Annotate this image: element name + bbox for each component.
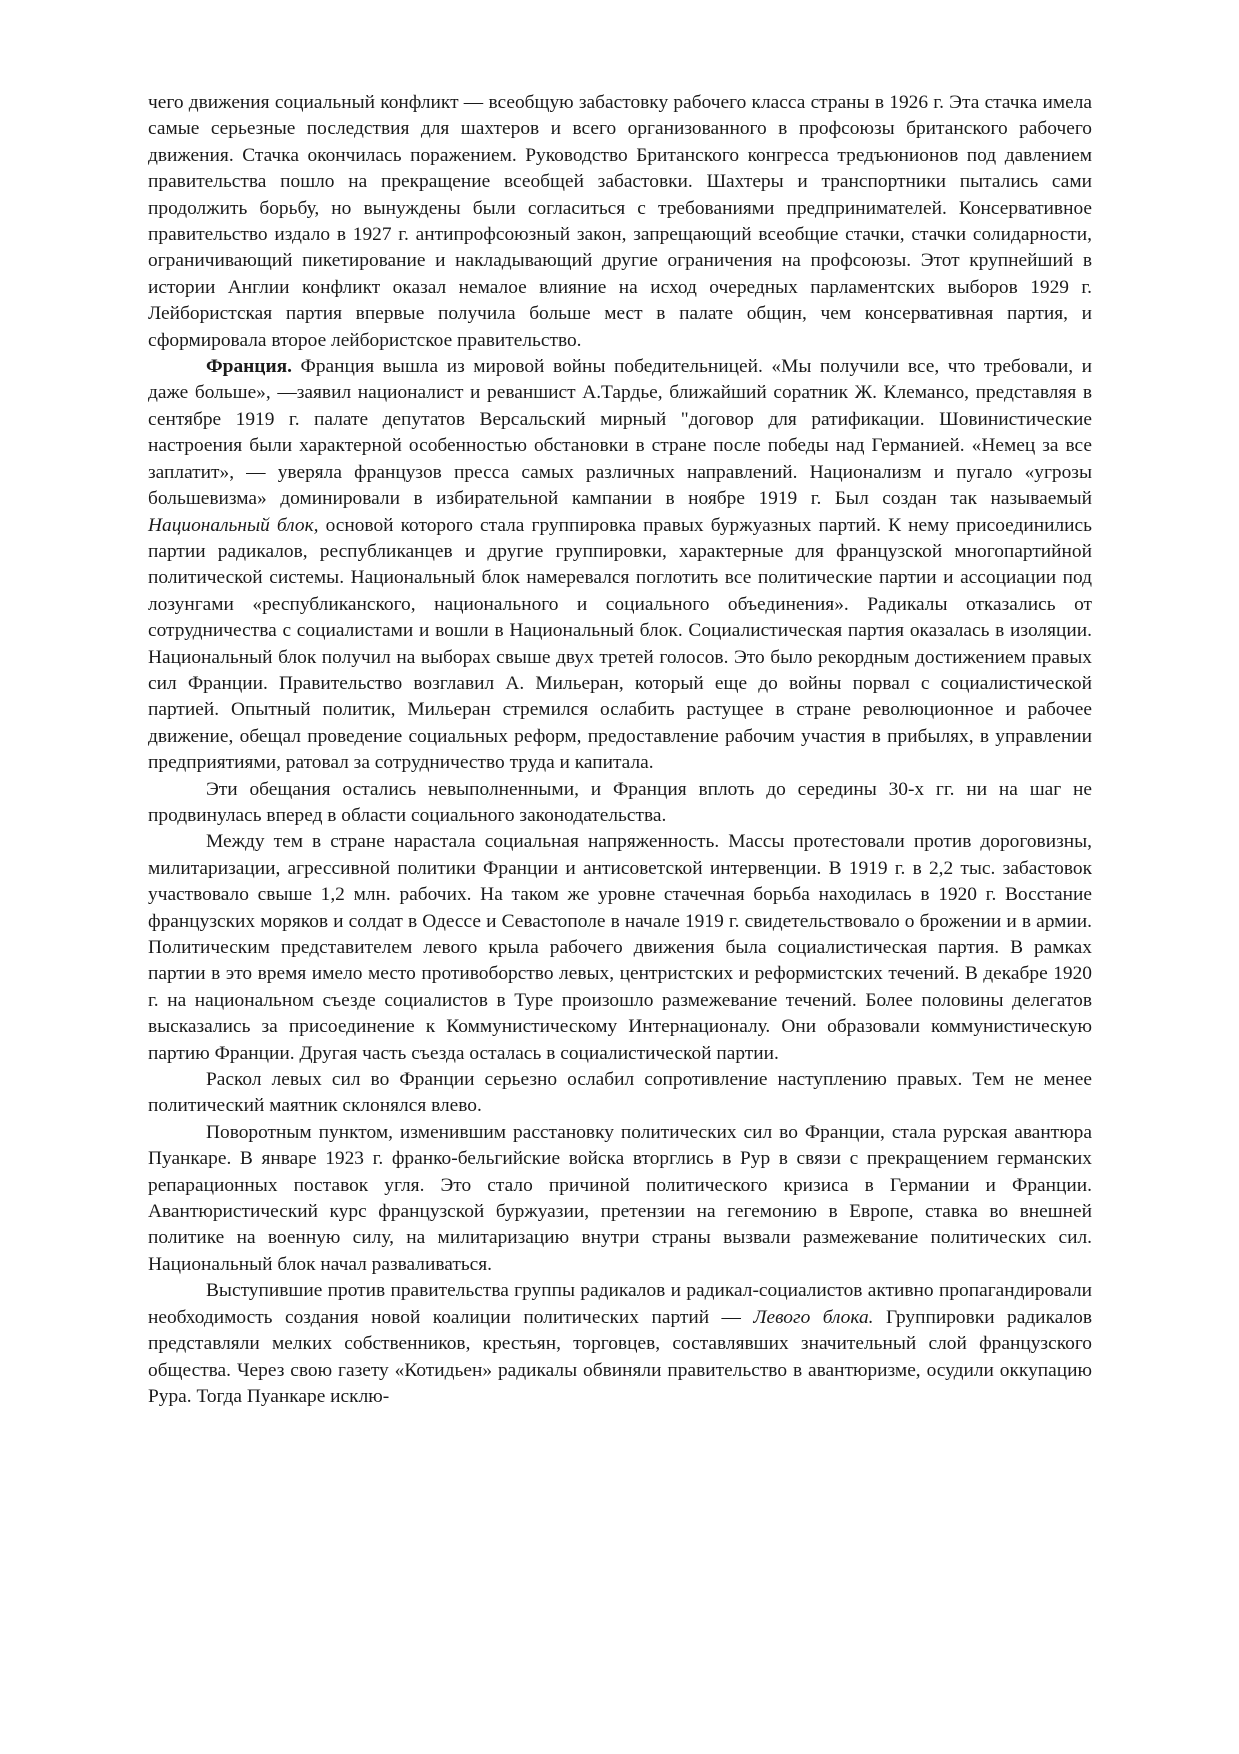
- paragraph: [148, 1067, 1092, 1120]
- paragraph: [148, 90, 1092, 354]
- paragraph-text: Поворотным пунктом, изменившим расстановку политических сил во Франции, стала рурская авантюра Пуанкаре. В январе 1923 г. франко-бельгийские войска вторглись в Рур в связи с прекращением германских репарационных поставок угля. Это стало причиной политического кризиса в Германии и Франции. Авантюристический курс французской буржуазии, претензии на гегемонию в Европе, ставка во внешней политике на военную силу, на милитаризацию внутри страны вызвали размежевание политических сил. Национальный блок начал разваливаться.: [148, 1121, 1092, 1275]
- paragraph: [148, 1278, 1092, 1410]
- paragraph-text: Между тем в стране нарастала социальная напряженность. Массы протестовали против дороговизны, милитаризации, агрессивной политики Франции и антисоветской интервенции. В 1919 г. в 2,2 тыс. забастовок участвовало свыше 1,2 млн. рабочих. На таком же уровне стачечная борьба находилась в 1920 г. Восстание французских моряков и солдат в Одессе и Севастополе в начале 1919 г. свидетельствовало о брожении и в армии. Политическим представителем левого крыла рабочего движения была социалистическая партия. В рамках партии в это время имело место противоборство левых, центристских и реформистских течений. В декабре 1920 г. на национальном съезде социалистов в Туре произошло размежевание течений. Более половины делегатов высказались за присоединение к Коммунистическому Интернационалу. Они образовали коммунистическую партию Франции. Другая часть съезда осталась в социалистической партии.: [148, 831, 1092, 1064]
- paragraph: [148, 354, 1092, 777]
- paragraph: [148, 1120, 1092, 1278]
- section-heading: Франция.: [206, 356, 292, 378]
- document-page: [148, 90, 1092, 1410]
- paragraph-text: Раскол левых сил во Франции серьезно ослабил сопротивление наступлению правых. Тем не менее политический маятник склонялся влево.: [148, 1069, 1092, 1117]
- paragraph-text: Выступившие против правительства группы радикалов и радикал-социалистов активно пропагандировали необходимость создания новой коалиции политических партий —: [148, 1280, 1092, 1328]
- paragraph-text: чего движения социальный конфликт — всеобщую забастовку рабочего класса страны в 1926 г. Эта стачка имела самые серьезные последствия для шахтеров и всего организованного в профсоюзы британского рабочего движения. Стачка окончилась поражением. Руководство Британского конгресса тредъюнионов под давлением правительства пошло на прекращение всеобщей забастовки. Шахтеры и транспортники пытались сами продолжить борьбу, но вынуждены были согласиться с требованиями предпринимателей. Консервативное правительство издало в 1927 г. антипрофсоюзный закон, запрещающий всеобщие стачки, стачки солидарности, ограничивающий пикетирование и накладывающий другие ограничения на профсоюзы. Этот крупнейший в истории Англии конфликт оказал немалое влияние на исход очередных парламентских выборов 1929 г. Лейбористская партия впервые получила больше мест в палате общин, чем консервативная партия, и сформировала второе лейбористское правительство.: [148, 92, 1092, 351]
- paragraph: [148, 777, 1092, 830]
- paragraph-text: Эти обещания остались невыполненными, и Франция вплоть до середины 30-х гг. ни на шаг не продвинулась вперед в области социального законодательства.: [148, 778, 1092, 826]
- paragraph: [148, 829, 1092, 1067]
- paragraph-text: Группировки радикалов представляли мелких собственников, крестьян, торговцев, составлявших значительный слой французского общества. Через свою газету «Котидьен» радикалы обвиняли правительство в авантюризме, осудили оккупацию Рура. Тогда Пуанкаре исклю-: [148, 1306, 1092, 1407]
- paragraph-text: Франция вышла из мировой войны победительницей. «Мы получили все, что требовали, и даже больше», —заявил националист и реваншист А.Тардье, ближайший соратник Ж. Клемансо, представляя в сентябре 1919 г. палате депутатов Версальский мирный "договор для ратификации. Шовинистические настроения были характерной особенностью обстановки в стране после победы над Германией. «Немец за все заплатит», — уверяла французов пресса самых различных направлений. Национализм и пугало «угрозы большевизма» доминировали в избирательной кампании в ноябре 1919 г. Был создан так называемый: [148, 356, 1092, 510]
- paragraph-text: основой которого стала группировка правых буржуазных партий. К нему присоединились партии радикалов, республиканцев и другие группировки, характерные для французской многопартийной политической системы. Национальный блок намеревался поглотить все политические партии и ассоциации под лозунгами «республиканского, национального и социального объединения». Радикалы отказались от сотрудничества с социалистами и вошли в Национальный блок. Социалистическая партия оказалась в изоляции. Национальный блок получил на выборах свыше двух третей голосов. Это было рекордным достижением правых сил Франции. Правительство возглавил А. Мильеран, который еще до войны порвал с социалистической партией. Опытный политик, Мильеран стремился ослабить растущее в стране революционное и рабочее движение, обещал проведение социальных реформ, предоставление рабочим участия в прибылях, в управлении предприятиями, ратовал за сотрудничество труда и капитала.: [148, 514, 1092, 774]
- italic-term: Национальный блок,: [148, 514, 319, 536]
- italic-term: Левого блока.: [753, 1306, 874, 1328]
